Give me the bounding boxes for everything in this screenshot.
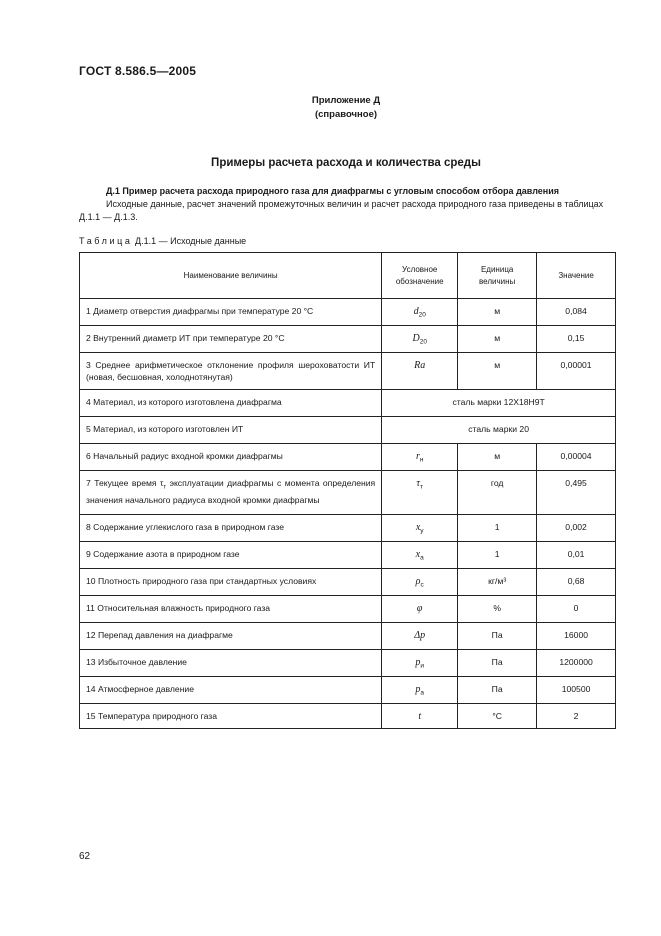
cell-symbol [382,677,458,704]
symbol-text: d [413,306,419,317]
cell-quantity-name [80,417,382,444]
symbol-subscript: у [420,527,424,535]
table-row [80,326,616,353]
page-number: 62 [79,851,91,862]
quantity-name-text: 5 Материал, из которого изготовлен ИТ [86,424,244,434]
cell-unit: Па [458,677,537,704]
cell-value: 0,15 [537,326,616,353]
table-row [80,353,616,390]
table-body [80,299,616,729]
table-row [80,515,616,542]
cell-material: сталь марки 20 [382,417,616,444]
cell-quantity-name [80,650,382,677]
quantity-name-tail: эксплуатации диафрагмы с момента определения значения начального радиуса входной кромки диафрагмы [86,478,376,505]
quantity-name-text: 3 Среднее арифметическое отклонение профиля шероховатости ИТ (новая, бесшовная, холоднотянутая) [86,360,376,382]
symbol-text: τ [416,478,420,489]
source-data-table [79,252,616,729]
cell-value: 0,002 [537,515,616,542]
table-caption [79,236,246,246]
appendix-heading [0,94,661,122]
cell-symbol [382,704,458,729]
cell-value: 0,01 [537,542,616,569]
quantity-name-text: 12 Перепад давления на диафрагме [86,630,233,640]
quantity-name-text: 7 Текущее время τ [86,478,164,488]
cell-symbol [382,471,458,515]
intro-paragraph: Исходные данные, расчет значений промежуточных величин и расчет расхода природного газа приведены в таблицах Д.1.1 — Д.1.3. [79,199,604,222]
cell-quantity-name [80,677,382,704]
table-caption-text: Д.1.1 — Исходные данные [135,236,247,246]
cell-quantity-name [80,444,382,471]
symbol-text: x [415,549,421,560]
quantity-name-text: 1 Диаметр отверстия диафрагмы при температуре 20 °С [86,306,314,316]
cell-quantity-name [80,542,382,569]
table-row [80,444,616,471]
cell-unit: Па [458,623,537,650]
symbol-text: t [418,711,422,722]
cell-value: 0,084 [537,299,616,326]
cell-symbol [382,596,458,623]
table-row [80,650,616,677]
cell-quantity-name [80,515,382,542]
cell-value: 0,00004 [537,444,616,471]
cell-value: 1200000 [537,650,616,677]
cell-material: сталь марки 12Х18Н9Т [382,390,616,417]
symbol-subscript: т [420,483,423,491]
symbol-subscript: а [420,554,424,562]
table-header-row [80,253,616,299]
cell-symbol [382,353,458,390]
cell-quantity-name [80,299,382,326]
cell-unit: кг/м³ [458,569,537,596]
symbol-subscript: а [420,689,425,697]
subsection-title: Д.1 Пример расчета расхода природного газа для диафрагмы с угловым способом отбора давления [106,186,560,196]
table-row [80,417,616,444]
cell-unit: год [458,471,537,515]
cell-symbol [382,444,458,471]
quantity-name-text: 14 Атмосферное давление [86,684,195,694]
quantity-name-subscript: т [163,484,167,491]
quantity-name-text: 11 Относительная влажность природного газа [86,603,271,613]
appendix-subtitle: (справочное) [314,109,378,120]
cell-value: 100500 [537,677,616,704]
appendix-title: Приложение Д [311,95,381,106]
quantity-name-text: 6 Начальный радиус входной кромки диафрагмы [86,451,283,461]
cell-unit: % [458,596,537,623]
header-unit: Единица величины [458,253,537,299]
cell-symbol [382,299,458,326]
symbol-text: ρ [415,576,421,587]
cell-quantity-name [80,623,382,650]
cell-symbol [382,542,458,569]
cell-symbol [382,515,458,542]
cell-quantity-name [80,390,382,417]
symbol-text: φ [416,603,423,614]
cell-value: 0,68 [537,569,616,596]
symbol-text: p [415,684,421,695]
table-row [80,704,616,729]
cell-unit: 1 [458,542,537,569]
cell-unit: Па [458,650,537,677]
cell-unit: м [458,444,537,471]
cell-value: 16000 [537,623,616,650]
cell-unit: °С [458,704,537,729]
cell-value: 0,00001 [537,353,616,390]
cell-unit: 1 [458,515,537,542]
cell-value: 0,495 [537,471,616,515]
symbol-subscript: с [420,581,424,589]
table-row [80,542,616,569]
table-row [80,569,616,596]
cell-quantity-name [80,471,382,515]
cell-symbol [382,569,458,596]
symbol-text: p [415,657,421,668]
symbol-text: x [415,522,421,533]
cell-unit: м [458,299,537,326]
quantity-name-text: 9 Содержание азота в природном газе [86,549,240,559]
cell-quantity-name [80,704,382,729]
symbol-text: D [412,333,420,344]
table-row [80,299,616,326]
cell-value: 2 [537,704,616,729]
symbol-text: Ra [414,360,426,371]
symbol-subscript: 20 [419,338,427,346]
cell-symbol [382,326,458,353]
cell-value: 0 [537,596,616,623]
quantity-name-text: 2 Внутренний диаметр ИТ при температуре 20 °С [86,333,285,343]
table-caption-word: Таблица [79,236,133,246]
quantity-name-text: 15 Температура природного газа [86,711,217,721]
table-row [80,623,616,650]
cell-quantity-name [80,326,382,353]
cell-quantity-name [80,569,382,596]
cell-unit: м [458,326,537,353]
section-title: Примеры расчета расхода и количества среды [211,157,481,169]
cell-quantity-name [80,353,382,390]
header-quantity-name: Наименование величины [80,253,382,299]
quantity-name-text: 4 Материал, из которого изготовлена диафрагма [86,397,282,407]
quantity-name-text: 13 Избыточное давление [86,657,187,667]
page-header-standard: ГОСТ 8.586.5—2005 [79,64,197,78]
cell-quantity-name [80,596,382,623]
quantity-name-text: 8 Содержание углекислого газа в природном газе [86,522,285,532]
symbol-subscript: и [420,662,425,670]
cell-unit: м [458,353,537,390]
header-symbol: Условное обозначение [382,253,458,299]
cell-symbol [382,650,458,677]
table-row [80,390,616,417]
table-row [80,596,616,623]
table-row [80,471,616,515]
header-value: Значение [537,253,616,299]
symbol-subscript: н [419,456,424,464]
symbol-text: Δp [414,630,426,641]
symbol-text: r [415,451,420,462]
symbol-subscript: 20 [418,311,426,319]
cell-symbol [382,623,458,650]
table-row [80,677,616,704]
quantity-name-text: 10 Плотность природного газа при стандартных условиях [86,576,317,586]
